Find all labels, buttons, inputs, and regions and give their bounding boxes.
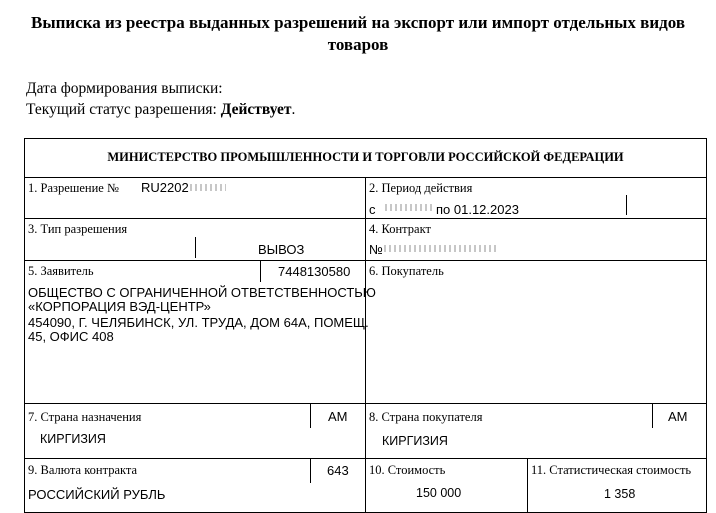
cost-label: 10. Стоимость (369, 463, 446, 477)
status-suffix: . (291, 101, 296, 118)
permit-label: 1. Разрешение № (28, 181, 119, 195)
redaction-mark (385, 204, 435, 211)
destination-country-value: КИРГИЗИЯ (40, 432, 106, 446)
applicant-address-line2: 45, ОФИС 408 (28, 329, 114, 344)
ministry-header: МИНИСТЕРСТВО ПРОМЫШЛЕННОСТИ И ТОРГОВЛИ РОССИЙСКОЙ ФЕДЕРАЦИИ (107, 150, 624, 164)
type-value: ВЫВОЗ (258, 242, 305, 257)
buyer-label: 6. Покупатель (369, 264, 444, 278)
currency-code: 643 (327, 463, 349, 478)
buyer-country-code: AM (668, 409, 688, 424)
period-from-prefix: с (369, 202, 376, 217)
applicant-label: 5. Заявитель (28, 264, 94, 278)
applicant-address-line1: 454090, Г. ЧЕЛЯБИНСК, УЛ. ТРУДА, ДОМ 64А, ПОМЕЩ. (28, 315, 369, 330)
buyer-country-value: КИРГИЗИЯ (382, 434, 448, 448)
currency-label: 9. Валюта контракта (28, 463, 138, 477)
statistical-cost-value: 1 358 (604, 487, 636, 501)
status-line (26, 101, 295, 119)
status-value: Действует (220, 101, 292, 118)
period-label: 2. Период действия (369, 181, 473, 195)
redaction-mark (190, 184, 226, 191)
applicant-inn: 7448130580 (278, 264, 351, 279)
contract-label: 4. Контракт (369, 222, 431, 236)
contract-number-prefix: № (369, 242, 383, 257)
buyer-country-label: 8. Страна покупателя (369, 410, 483, 424)
document-title: Выписка из реестра выданных разрешений на экспорт или импорт отдельных видов товаров (31, 13, 685, 54)
type-label: 3. Тип разрешения (28, 222, 128, 236)
formation-date-label: Дата формирования выписки: (26, 80, 223, 97)
cost-value: 150 000 (416, 486, 462, 500)
destination-country-code: AM (328, 409, 348, 424)
applicant-name-line2: «КОРПОРАЦИЯ ВЭД-ЦЕНТР» (28, 299, 211, 314)
period-to: по 01.12.2023 (436, 202, 519, 217)
redaction-mark (384, 245, 496, 252)
statistical-cost-label: 11. Статистическая стоимость (531, 463, 692, 477)
applicant-name-line1: ОБЩЕСТВО С ОГРАНИЧЕННОЙ ОТВЕТСТВЕННОСТЬЮ (28, 285, 376, 300)
status-label: Текущий статус разрешения: (26, 101, 217, 118)
permit-number: RU2202 (141, 180, 189, 195)
destination-country-label: 7. Страна назначения (28, 410, 142, 424)
currency-value: РОССИЙСКИЙ РУБЛЬ (28, 487, 166, 502)
